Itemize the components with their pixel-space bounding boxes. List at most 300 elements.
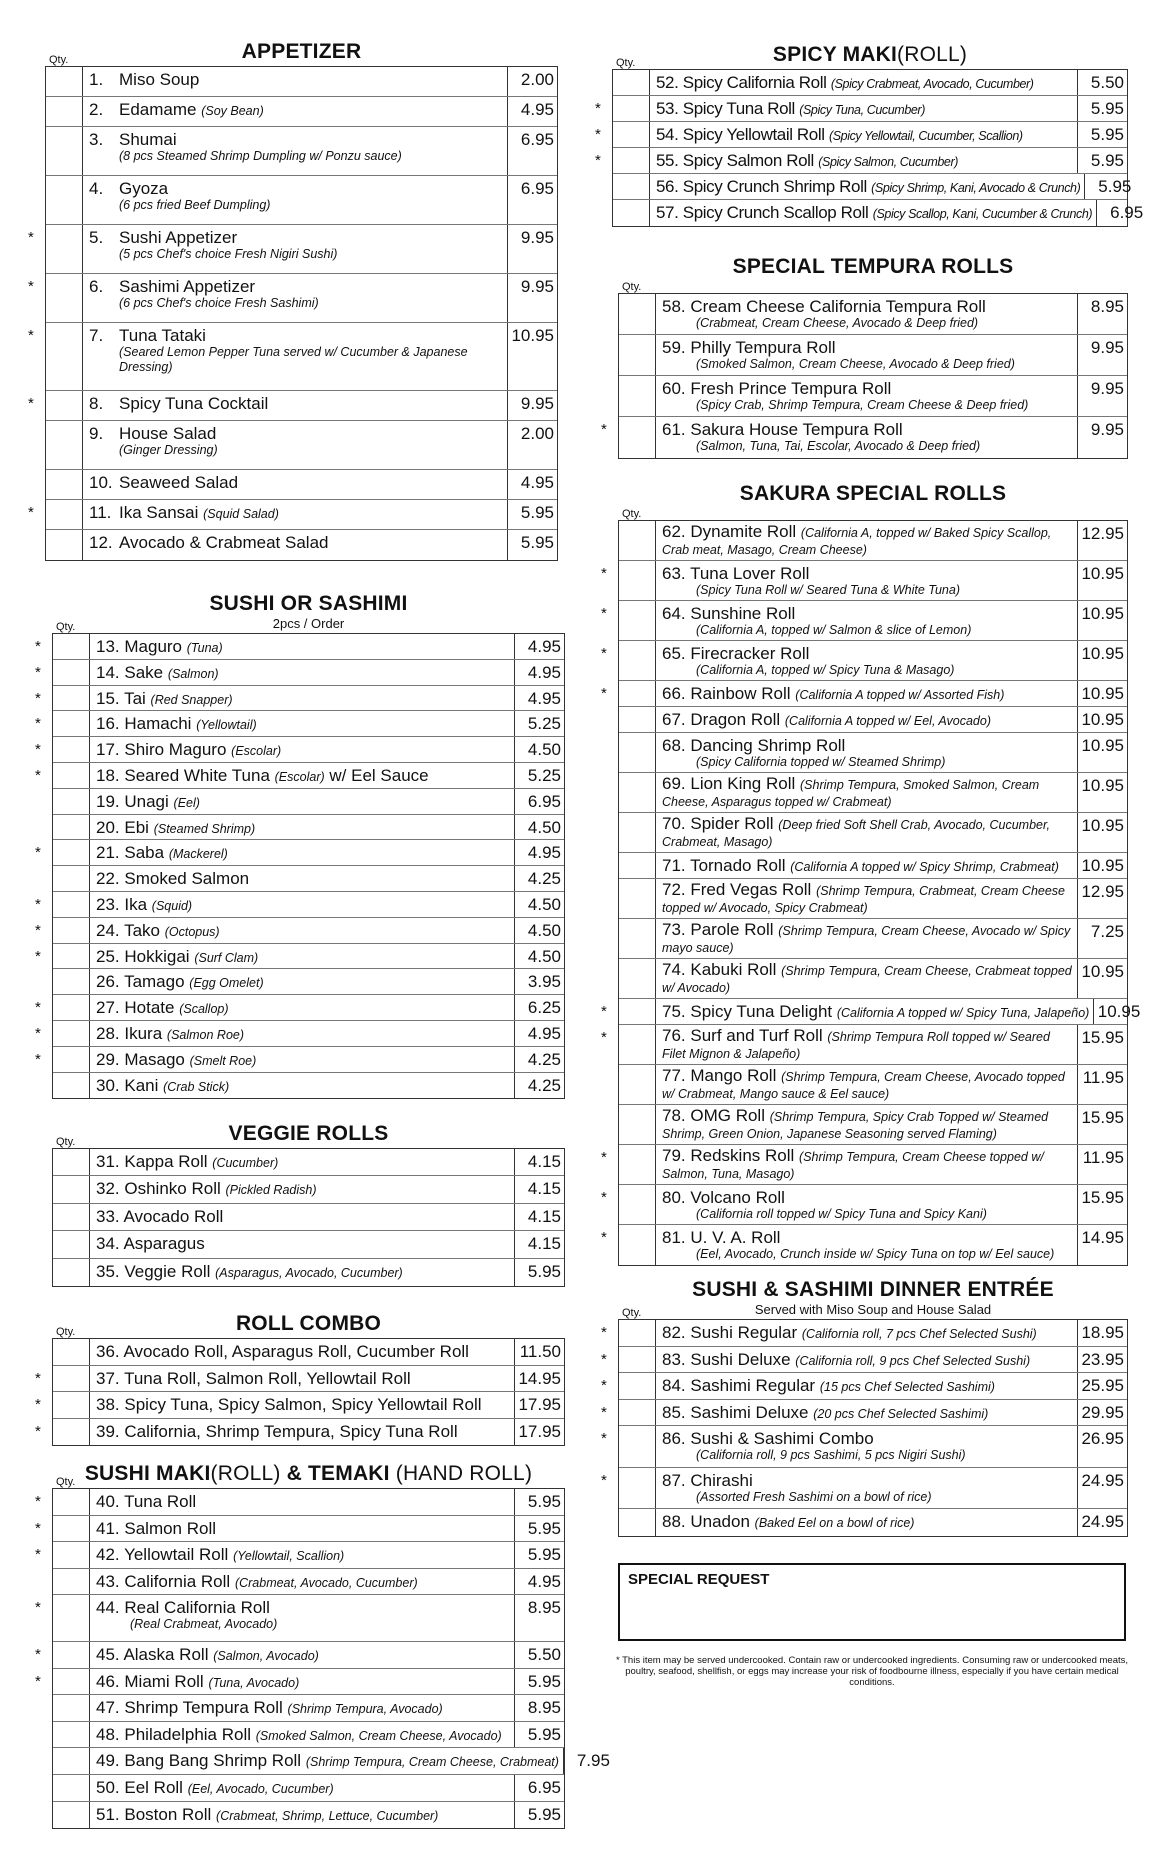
undercooked-marker: * bbox=[35, 715, 41, 733]
qty-input[interactable] bbox=[619, 641, 656, 680]
item-number: 12. bbox=[89, 533, 113, 552]
section-sushi-maki bbox=[35, 1462, 610, 1829]
item-name-cell bbox=[83, 97, 507, 126]
qty-input[interactable] bbox=[46, 391, 83, 420]
qty-input[interactable] bbox=[613, 200, 650, 226]
item-description: (Escolar) bbox=[231, 744, 282, 759]
item-description: (Spicy Tuna Roll w/ Seared Tuna & White Tuna) bbox=[696, 583, 960, 597]
qty-input[interactable] bbox=[53, 763, 90, 788]
item-price: 4.15 bbox=[514, 1176, 564, 1202]
qty-input[interactable] bbox=[613, 70, 650, 95]
item-price: 15.95 bbox=[1077, 1105, 1127, 1144]
qty-input[interactable] bbox=[619, 773, 656, 812]
qty-input[interactable] bbox=[613, 122, 650, 147]
qty-input[interactable] bbox=[619, 376, 656, 416]
qty-input[interactable] bbox=[619, 1468, 656, 1509]
menu-item-row bbox=[595, 96, 1127, 122]
item-name: Spicy Yellowtail Roll bbox=[682, 125, 825, 144]
item-number: 66. bbox=[662, 684, 686, 703]
menu-item-row bbox=[619, 959, 1127, 999]
menu-item-row bbox=[595, 122, 1127, 148]
item-description: (Egg Omelet) bbox=[189, 976, 264, 991]
undercooked-marker: * bbox=[601, 565, 607, 582]
undercooked-marker: * bbox=[601, 1149, 607, 1166]
qty-input[interactable] bbox=[619, 999, 656, 1024]
item-description: (Cucumber) bbox=[212, 1156, 279, 1170]
qty-input[interactable] bbox=[53, 1569, 90, 1595]
qty-input[interactable] bbox=[53, 840, 90, 865]
qty-input[interactable] bbox=[46, 530, 83, 560]
item-description: (Salmon, Tuna, Tai, Escolar, Avocado & Deep fried) bbox=[696, 439, 981, 453]
item-price: 3.95 bbox=[514, 969, 564, 994]
item-name: Tamago bbox=[124, 972, 185, 992]
qty-input[interactable] bbox=[46, 67, 83, 96]
item-description: (California A topped w/ Eel, Avocado) bbox=[784, 714, 992, 728]
qty-input[interactable] bbox=[53, 892, 90, 917]
section-spicy-maki bbox=[595, 43, 1144, 227]
item-name-cell bbox=[90, 1204, 514, 1230]
qty-input[interactable] bbox=[53, 1516, 90, 1542]
qty-input[interactable] bbox=[53, 1021, 90, 1046]
qty-input[interactable] bbox=[619, 521, 656, 560]
item-price: 9.95 bbox=[1077, 376, 1127, 416]
item-name: Cream Cheese California Tempura Roll bbox=[690, 297, 986, 316]
item-description: (Shrimp Tempura, Cream Cheese topped w/ Salmon, Tuna, Masago) bbox=[662, 1150, 1044, 1181]
qty-input[interactable] bbox=[53, 866, 90, 891]
item-number: 28. bbox=[96, 1023, 120, 1043]
menu-item-row bbox=[35, 892, 564, 918]
qty-column-label: Qty. bbox=[622, 1307, 642, 1319]
item-name: Sushi Deluxe bbox=[690, 1349, 791, 1369]
item-name: Spicy Tuna, Spicy Salmon, Spicy Yellowtail Roll bbox=[124, 1395, 482, 1414]
qty-input[interactable] bbox=[619, 417, 656, 458]
qty-input[interactable] bbox=[619, 1185, 656, 1224]
item-name-cell bbox=[83, 421, 507, 469]
item-name: Ikura bbox=[124, 1023, 163, 1043]
item-number: 60. bbox=[662, 379, 686, 398]
item-name-cell bbox=[656, 1509, 1077, 1536]
item-description: (Smoked Salmon, Cream Cheese, Avocado & Deep fried) bbox=[696, 357, 1015, 371]
menu-item-row bbox=[601, 1185, 1127, 1225]
qty-input[interactable] bbox=[53, 1204, 90, 1230]
item-description: (California A, topped w/ Spicy Tuna & Masago) bbox=[696, 663, 955, 677]
item-description: (20 pcs Chef Selected Sashimi) bbox=[813, 1406, 989, 1421]
section-tempura bbox=[601, 255, 1128, 459]
item-description: (Salmon) bbox=[167, 666, 219, 681]
item-name-cell bbox=[656, 879, 1077, 918]
item-name-cell bbox=[90, 815, 514, 840]
undercooked-marker: * bbox=[35, 1369, 41, 1387]
qty-input[interactable] bbox=[53, 1669, 90, 1695]
item-name-cell bbox=[650, 174, 1084, 199]
item-number: 41. bbox=[96, 1518, 120, 1538]
item-name: Shumai bbox=[119, 130, 177, 149]
qty-input[interactable] bbox=[53, 711, 90, 736]
item-number: 71. bbox=[662, 856, 686, 875]
qty-input[interactable] bbox=[619, 1025, 656, 1064]
menu-item-row bbox=[619, 853, 1127, 879]
item-price: 24.95 bbox=[1077, 1509, 1127, 1536]
item-price: 5.95 bbox=[1084, 174, 1134, 199]
item-number: 85. bbox=[662, 1402, 686, 1422]
undercooked-marker: * bbox=[35, 999, 41, 1017]
undercooked-marker: * bbox=[595, 100, 601, 117]
qty-input[interactable] bbox=[619, 601, 656, 640]
item-description: (Crab Stick) bbox=[163, 1079, 230, 1094]
qty-input[interactable] bbox=[46, 421, 83, 469]
item-name: Ebi bbox=[124, 817, 149, 837]
section-title-part: & TEMAKI bbox=[280, 1462, 396, 1485]
item-number: 58. bbox=[662, 297, 686, 316]
qty-input[interactable] bbox=[619, 733, 656, 772]
qty-input[interactable] bbox=[619, 959, 656, 998]
qty-input[interactable] bbox=[619, 335, 656, 375]
item-name-cell bbox=[656, 1145, 1077, 1184]
item-number: 65. bbox=[662, 644, 686, 663]
item-number: 72. bbox=[662, 880, 686, 899]
item-name: Real California Roll bbox=[124, 1598, 270, 1618]
qty-input[interactable] bbox=[53, 1489, 90, 1515]
qty-input[interactable] bbox=[46, 500, 83, 529]
qty-input[interactable] bbox=[619, 919, 656, 958]
item-name-cell bbox=[90, 1021, 514, 1046]
item-name-cell bbox=[83, 391, 507, 420]
qty-input[interactable] bbox=[53, 944, 90, 969]
menu-table bbox=[35, 1488, 610, 1829]
section-title bbox=[612, 43, 1128, 67]
item-description: (Octopus) bbox=[164, 924, 220, 939]
qty-input[interactable] bbox=[46, 274, 83, 322]
item-description: (5 pcs Chef's choice Fresh Nigiri Sushi) bbox=[119, 247, 338, 261]
item-number: 81. bbox=[662, 1228, 686, 1247]
menu-item-row bbox=[53, 1569, 564, 1596]
item-price: 4.15 bbox=[514, 1231, 564, 1257]
special-request-box[interactable] bbox=[618, 1563, 1126, 1641]
qty-input[interactable] bbox=[619, 707, 656, 732]
item-number: 17. bbox=[96, 740, 120, 760]
qty-input[interactable] bbox=[53, 1231, 90, 1257]
qty-input[interactable] bbox=[46, 97, 83, 126]
item-price: 8.95 bbox=[1077, 294, 1127, 334]
item-price: 2.00 bbox=[507, 67, 557, 96]
item-name: Eel Roll bbox=[124, 1777, 183, 1797]
item-name-cell bbox=[90, 1231, 514, 1257]
item-price: 9.95 bbox=[507, 225, 557, 273]
item-description: (Deep fried Soft Shell Crab, Avocado, Cucumber, Crabmeat, Masago) bbox=[662, 818, 1050, 849]
qty-input[interactable] bbox=[53, 1595, 90, 1641]
qty-input[interactable] bbox=[619, 813, 656, 852]
item-number: 47. bbox=[96, 1698, 120, 1718]
section-title-part: SUSHI MAKI bbox=[84, 1462, 211, 1485]
item-price: 4.25 bbox=[514, 1047, 564, 1072]
menu-item-row bbox=[28, 391, 557, 421]
undercooked-marker: * bbox=[35, 1396, 41, 1413]
menu-item-row bbox=[601, 561, 1127, 601]
qty-input[interactable] bbox=[53, 1695, 90, 1721]
item-name-cell bbox=[656, 1105, 1077, 1144]
menu-item-row bbox=[601, 1468, 1127, 1510]
menu-item-row bbox=[46, 421, 557, 470]
item-number: 6. bbox=[89, 277, 104, 296]
qty-input[interactable] bbox=[53, 918, 90, 943]
item-number: 87. bbox=[662, 1470, 686, 1490]
section-subtitle: Served with Miso Soup and House Salad bbox=[754, 1302, 992, 1317]
menu-item-row bbox=[53, 1722, 564, 1749]
item-price: 11.95 bbox=[1077, 1065, 1127, 1104]
item-name-cell bbox=[90, 1419, 514, 1446]
qty-input[interactable] bbox=[46, 323, 83, 390]
item-price: 4.15 bbox=[514, 1149, 564, 1175]
qty-input[interactable] bbox=[619, 1145, 656, 1184]
qty-input[interactable] bbox=[53, 1073, 90, 1099]
item-price: 25.95 bbox=[1077, 1373, 1127, 1399]
qty-input[interactable] bbox=[619, 853, 656, 878]
section-title-part: SPECIAL TEMPURA ROLLS bbox=[732, 255, 1014, 278]
item-price: 12.95 bbox=[1077, 521, 1127, 560]
item-name: Sunshine Roll bbox=[690, 604, 796, 623]
menu-item-row bbox=[619, 919, 1127, 959]
section-title-part: (ROLL) bbox=[897, 43, 968, 66]
item-name: Saba bbox=[124, 843, 165, 863]
qty-input[interactable] bbox=[46, 176, 83, 224]
item-price: 4.15 bbox=[514, 1204, 564, 1230]
item-number: 50. bbox=[96, 1777, 120, 1797]
item-name-cell bbox=[90, 892, 514, 917]
item-number: 83. bbox=[662, 1349, 686, 1369]
menu-item-row bbox=[35, 634, 564, 660]
qty-input[interactable] bbox=[46, 127, 83, 175]
item-number: 78. bbox=[662, 1106, 686, 1125]
item-number: 59. bbox=[662, 338, 686, 357]
undercooked-marker: * bbox=[35, 766, 41, 784]
qty-input[interactable] bbox=[619, 294, 656, 334]
qty-input[interactable] bbox=[619, 561, 656, 600]
item-name: Chirashi bbox=[690, 1470, 753, 1490]
qty-input[interactable] bbox=[53, 1366, 90, 1392]
item-name: Tai bbox=[124, 688, 146, 708]
item-description: (Shrimp Tempura, Cream Cheese, Avocado topped w/ Crabmeat, Mango sauce & Eel sauce) bbox=[662, 1070, 1065, 1101]
item-number: 61. bbox=[662, 420, 686, 439]
item-price: 5.25 bbox=[514, 763, 564, 788]
item-name: Hamachi bbox=[124, 714, 192, 734]
item-name: Ika Sansai bbox=[119, 503, 199, 522]
qty-input[interactable] bbox=[53, 1047, 90, 1072]
item-name-cell bbox=[656, 335, 1077, 375]
item-name-cell bbox=[90, 1642, 514, 1668]
item-name-cell bbox=[90, 686, 514, 711]
item-name: Tako bbox=[124, 920, 160, 940]
item-name: California Roll bbox=[124, 1571, 231, 1591]
item-name: Tuna Lover Roll bbox=[690, 564, 810, 583]
qty-input[interactable] bbox=[53, 1775, 90, 1801]
menu-item-row bbox=[601, 1426, 1127, 1468]
section-header bbox=[45, 40, 558, 66]
qty-input[interactable] bbox=[53, 789, 90, 814]
item-price: 6.95 bbox=[514, 789, 564, 814]
item-price: 17.95 bbox=[514, 1392, 564, 1418]
undercooked-marker: * bbox=[35, 689, 41, 707]
qty-input[interactable] bbox=[53, 686, 90, 711]
qty-input[interactable] bbox=[619, 1225, 656, 1265]
qty-input[interactable] bbox=[613, 148, 650, 173]
qty-input[interactable] bbox=[619, 1509, 656, 1536]
qty-input[interactable] bbox=[46, 225, 83, 273]
menu-item-row bbox=[35, 1047, 564, 1073]
item-name: Spicy Tuna Roll bbox=[682, 99, 795, 118]
item-name: Edamame bbox=[119, 100, 197, 119]
qty-input[interactable] bbox=[619, 1426, 656, 1467]
menu-item-row bbox=[601, 417, 1127, 458]
undercooked-marker: * bbox=[35, 844, 41, 862]
section-header bbox=[618, 482, 1128, 520]
item-name: Sashimi Deluxe bbox=[690, 1402, 809, 1422]
item-description: (Red Snapper) bbox=[150, 692, 233, 707]
qty-input[interactable] bbox=[613, 96, 650, 121]
item-name-cell bbox=[90, 1722, 514, 1748]
item-description: (Spicy Salmon, Cucumber) bbox=[818, 155, 959, 169]
menu-item-row bbox=[601, 1347, 1127, 1374]
qty-input[interactable] bbox=[46, 470, 83, 499]
item-name: Tornado Roll bbox=[690, 856, 786, 875]
qty-input[interactable] bbox=[53, 1642, 90, 1668]
item-name-cell bbox=[656, 1373, 1077, 1399]
item-price: 9.95 bbox=[507, 274, 557, 322]
qty-input[interactable] bbox=[613, 174, 650, 199]
item-name-cell bbox=[90, 1542, 514, 1568]
undercooked-disclaimer: * This item may be served undercooked. Contain raw or undercooked ingredients. Consuming raw or undercooked meats, poultry, seafood, shellfish, or eggs may increase your risk of foodbourne illness, especially if you have certain medical conditions. bbox=[615, 1655, 1129, 1688]
item-number: 54. bbox=[656, 125, 679, 144]
qty-input[interactable] bbox=[53, 1176, 90, 1202]
item-description: (Tuna) bbox=[186, 641, 223, 655]
menu-item-row bbox=[46, 67, 557, 97]
item-name: Miami Roll bbox=[124, 1671, 204, 1691]
menu-item-row bbox=[619, 294, 1127, 335]
item-price: 4.50 bbox=[514, 892, 564, 917]
item-name-cell bbox=[90, 995, 514, 1020]
item-name-cell bbox=[656, 641, 1077, 680]
menu-item-row bbox=[46, 470, 557, 500]
item-price: 12.95 bbox=[1077, 879, 1127, 918]
menu-item-row bbox=[53, 1073, 564, 1099]
undercooked-marker: * bbox=[35, 947, 41, 965]
item-name-cell bbox=[90, 1775, 514, 1801]
qty-input[interactable] bbox=[53, 1339, 90, 1365]
undercooked-marker: * bbox=[601, 1324, 607, 1341]
item-number: 3. bbox=[89, 130, 104, 149]
qty-input[interactable] bbox=[619, 681, 656, 706]
qty-input[interactable] bbox=[53, 660, 90, 685]
item-name-cell bbox=[90, 969, 514, 994]
undercooked-marker: * bbox=[601, 1471, 607, 1489]
menu-item-row bbox=[53, 789, 564, 815]
item-price: 8.95 bbox=[514, 1595, 564, 1641]
item-number: 57. bbox=[656, 203, 679, 222]
item-name-cell bbox=[656, 294, 1077, 334]
qty-input[interactable] bbox=[619, 1320, 656, 1346]
menu-item-row bbox=[35, 737, 564, 763]
qty-input[interactable] bbox=[53, 1419, 90, 1446]
item-name-cell bbox=[83, 67, 507, 96]
item-description: (Crabmeat, Cream Cheese, Avocado & Deep fried) bbox=[696, 316, 979, 330]
item-name-cell bbox=[656, 853, 1077, 878]
qty-input[interactable] bbox=[619, 1373, 656, 1399]
qty-input[interactable] bbox=[619, 1347, 656, 1373]
item-number: 2. bbox=[89, 100, 104, 119]
qty-input[interactable] bbox=[53, 1748, 90, 1774]
qty-input[interactable] bbox=[53, 1542, 90, 1568]
item-name-cell bbox=[90, 1802, 514, 1829]
menu-item-row bbox=[53, 866, 564, 892]
qty-input[interactable] bbox=[53, 995, 90, 1020]
qty-input[interactable] bbox=[619, 1400, 656, 1426]
qty-input[interactable] bbox=[53, 1802, 90, 1829]
menu-item-row bbox=[53, 1802, 564, 1829]
item-price: 10.95 bbox=[1077, 773, 1127, 812]
section-veggie bbox=[52, 1122, 565, 1287]
undercooked-marker: * bbox=[28, 504, 34, 521]
qty-input[interactable] bbox=[619, 1105, 656, 1144]
item-number: 31. bbox=[96, 1152, 120, 1171]
item-name-cell bbox=[90, 660, 514, 685]
qty-column-label: Qty. bbox=[56, 1326, 76, 1338]
qty-input[interactable] bbox=[619, 879, 656, 918]
qty-column-label: Qty. bbox=[49, 54, 69, 66]
qty-input[interactable] bbox=[53, 737, 90, 762]
qty-input[interactable] bbox=[53, 1149, 90, 1175]
item-description: (Asparagus, Avocado, Cucumber) bbox=[215, 1265, 403, 1280]
item-name-cell bbox=[656, 1400, 1077, 1426]
item-name: Gyoza bbox=[119, 179, 169, 198]
item-price: 14.95 bbox=[514, 1366, 564, 1392]
item-name: Rainbow Roll bbox=[690, 684, 791, 703]
qty-column-label: Qty. bbox=[56, 1476, 76, 1488]
qty-input[interactable] bbox=[53, 1259, 90, 1286]
item-price: 10.95 bbox=[1077, 561, 1127, 600]
item-number: 86. bbox=[662, 1429, 686, 1448]
item-name-cell bbox=[656, 1320, 1077, 1346]
qty-input[interactable] bbox=[53, 815, 90, 840]
item-name: House Salad bbox=[119, 424, 217, 443]
item-name: Spicy Salmon Roll bbox=[682, 151, 814, 170]
qty-input[interactable] bbox=[53, 969, 90, 994]
qty-input[interactable] bbox=[53, 1722, 90, 1748]
item-name-cell bbox=[650, 200, 1096, 226]
item-name: Unagi bbox=[124, 791, 169, 811]
menu-item-row bbox=[619, 1065, 1127, 1105]
item-number: 30. bbox=[96, 1075, 120, 1095]
item-name: OMG Roll bbox=[690, 1106, 765, 1125]
item-name: Sushi Appetizer bbox=[119, 228, 238, 247]
menu-item-row bbox=[601, 681, 1127, 707]
item-name: Tuna Roll, Salmon Roll, Yellowtail Roll bbox=[124, 1368, 411, 1388]
item-description: (Spicy Crab, Shrimp Tempura, Cream Cheese & Deep fried) bbox=[696, 398, 1029, 412]
menu-item-row bbox=[35, 686, 564, 712]
qty-input[interactable] bbox=[53, 634, 90, 659]
item-name: Sashimi Appetizer bbox=[119, 277, 256, 296]
menu-item-row bbox=[619, 707, 1127, 733]
item-name-cell bbox=[656, 959, 1077, 998]
menu-item-row bbox=[53, 1231, 564, 1258]
item-number: 32. bbox=[96, 1179, 120, 1199]
item-description: (Ginger Dressing) bbox=[119, 443, 218, 457]
qty-input[interactable] bbox=[619, 1065, 656, 1104]
item-name-cell bbox=[656, 1185, 1077, 1224]
item-price: 26.95 bbox=[1077, 1426, 1127, 1467]
item-number: 70. bbox=[662, 814, 686, 833]
item-name-cell bbox=[90, 1366, 514, 1392]
section-title bbox=[618, 255, 1128, 279]
qty-input[interactable] bbox=[53, 1392, 90, 1418]
